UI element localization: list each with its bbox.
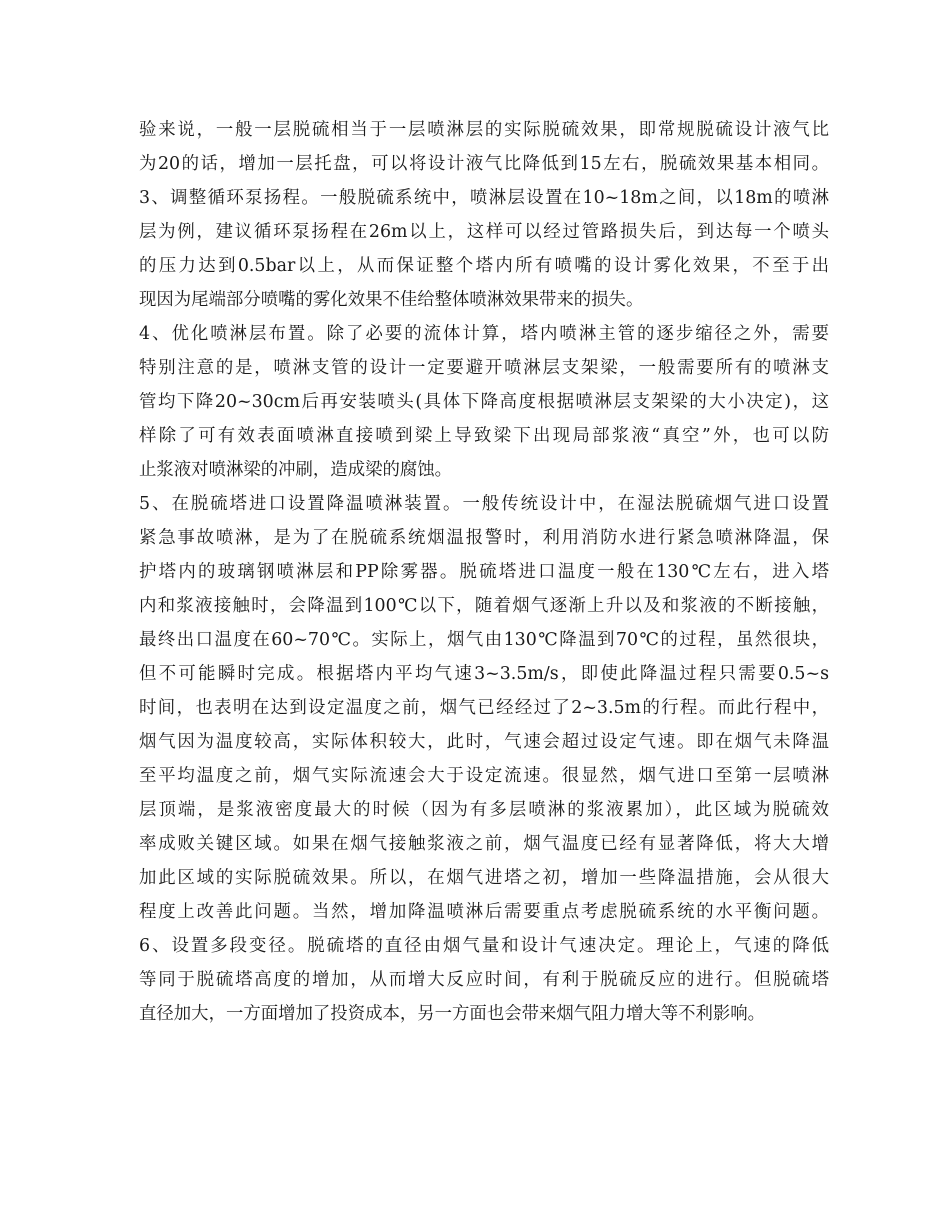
text-line: 的压力达到0.5bar以上，从而保证整个塔内所有喷嘴的设计雾化效果，不至于出 [139, 256, 829, 276]
text-line: 但不可能瞬时完成。根据塔内平均气速3~3.5m/s，即使此降温过程只需要0.5~s [139, 664, 829, 684]
text-line: 烟气因为温度较高，实际体积较大，此时，气速会超过设定气速。即在烟气未降温 [139, 732, 829, 752]
text-line: 直径加大，一方面增加了投资成本，另一方面也会带来烟气阻力增大等不利影响。 [139, 1004, 766, 1024]
text-line: 止浆液对喷淋梁的冲刷，造成梁的腐蚀。 [139, 460, 453, 480]
text-line: 样除了可有效表面喷淋直接喷到梁上导致梁下出现局部浆液“真空”外，也可以防 [139, 426, 829, 446]
text-line: 率成败关键区域。如果在烟气接触浆液之前，烟气温度已经有显著降低，将大大增 [139, 834, 829, 854]
body-text [139, 113, 829, 1031]
text-line: 验来说，一般一层脱硫相当于一层喷淋层的实际脱硫效果，即常规脱硫设计液气比 [139, 120, 829, 140]
text-line: 程度上改善此问题。当然，增加降温喷淋后需要重点考虑脱硫系统的水平衡问题。 [139, 902, 829, 922]
text-line: 加此区域的实际脱硫效果。所以，在烟气进塔之初，增加一些降温措施，会从很大 [139, 868, 829, 888]
text-line: 3、调整循环泵扬程。一般脱硫系统中，喷淋层设置在10~18m之间，以18m的喷淋 [139, 188, 829, 208]
text-line: 紧急事故喷淋，是为了在脱硫系统烟温报警时，利用消防水进行紧急喷淋降温，保 [139, 528, 829, 548]
text-line: 等同于脱硫塔高度的增加，从而增大反应时间，有利于脱硫反应的进行。但脱硫塔 [139, 970, 829, 990]
text-line: 时间，也表明在达到设定温度之前，烟气已经经过了2~3.5m的行程。而此行程中， [139, 698, 829, 718]
text-line: 内和浆液接触时，会降温到100℃以下，随着烟气逐渐上升以及和浆液的不断接触， [139, 596, 829, 616]
text-line: 5、在脱硫塔进口设置降温喷淋装置。一般传统设计中，在湿法脱硫烟气进口设置 [139, 494, 829, 514]
text-line: 层顶端，是浆液密度最大的时候（因为有多层喷淋的浆液累加），此区域为脱硫效 [139, 800, 829, 820]
text-line: 最终出口温度在60~70℃。实际上，烟气由130℃降温到70℃的过程，虽然很块， [139, 630, 829, 650]
text-line: 层为例，建议循环泵扬程在26m以上，这样可以经过管路损失后，到达每一个喷头 [139, 222, 829, 242]
text-line: 护塔内的玻璃钢喷淋层和PP除雾器。脱硫塔进口温度一般在130℃左右，进入塔 [139, 562, 829, 582]
text-line: 现因为尾端部分喷嘴的雾化效果不佳给整体喷淋效果带来的损失。 [139, 290, 644, 310]
text-line: 至平均温度之前，烟气实际流速会大于设定流速。很显然，烟气进口至第一层喷淋 [139, 766, 829, 786]
text-line: 特别注意的是，喷淋支管的设计一定要避开喷淋层支架梁，一般需要所有的喷淋支 [139, 358, 829, 378]
text-line: 为20的话，增加一层托盘，可以将设计液气比降低到15左右，脱硫效果基本相同。 [139, 154, 829, 174]
text-line: 管均下降20~30cm后再安装喷头(具体下降高度根据喷淋层支架梁的大小决定)，这 [139, 392, 829, 412]
text-line: 6、设置多段变径。脱硫塔的直径由烟气量和设计气速决定。理论上，气速的降低 [139, 936, 829, 956]
text-line: 4、优化喷淋层布置。除了必要的流体计算，塔内喷淋主管的逐步缩径之外，需要 [139, 324, 829, 344]
